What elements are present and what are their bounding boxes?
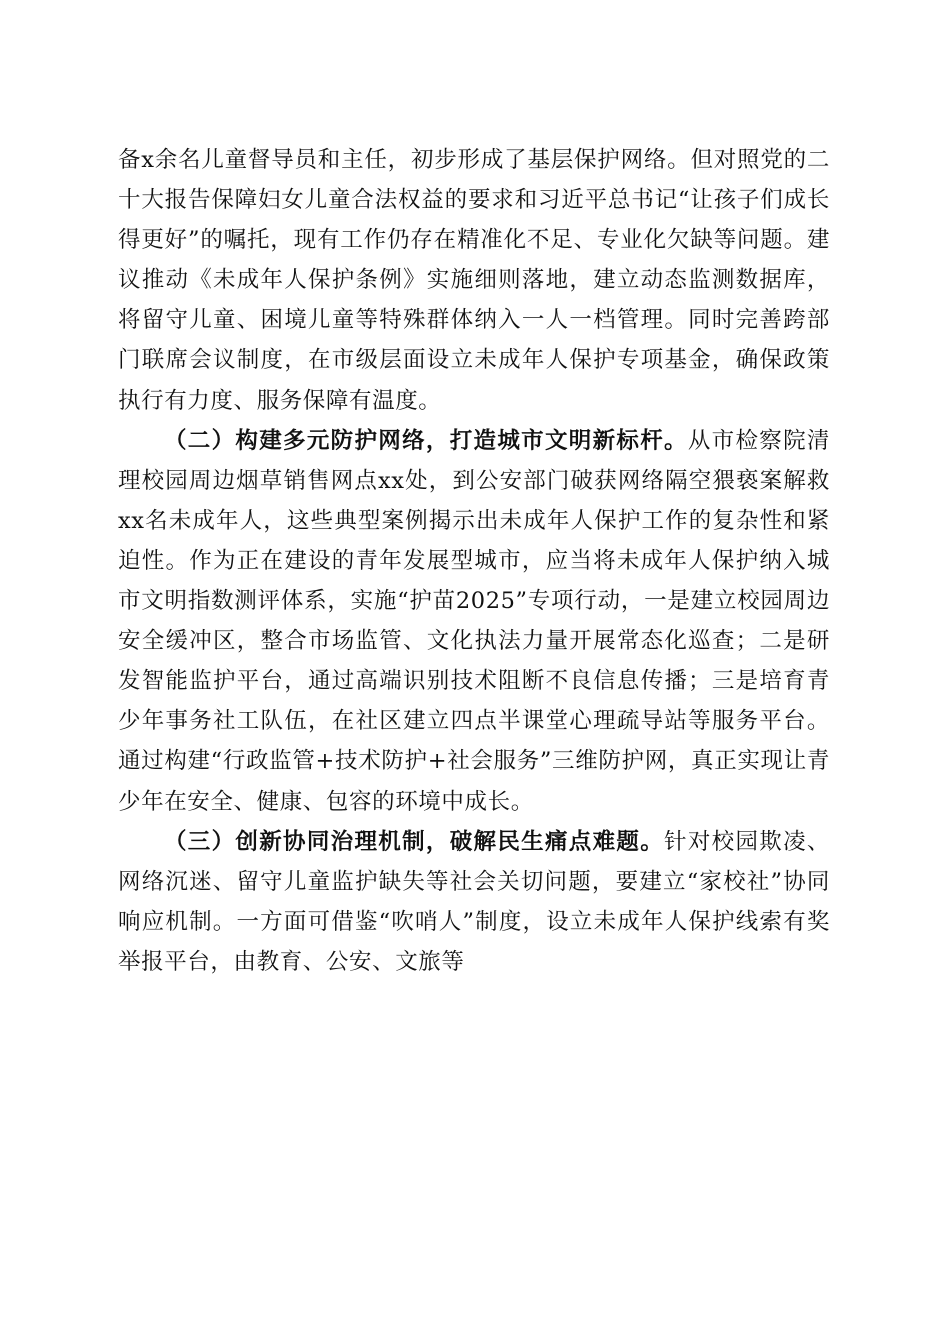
section-heading: （三）创新协同治理机制，破解民生痛点难题。 [164,828,665,855]
paragraph-text: 针对校园欺凌、网络沉迷、留守儿童监护缺失等社会关切问题，要建立“家校社”协同响应机制。一方面可借鉴“吹哨人”制度，设立未成年人保护线索有奖举报平台，由教育、公安、文旅等 [118,828,830,975]
paragraph-text: 备x余名儿童督导员和主任，初步形成了基层保护网络。但对照党的二十大报告保障妇女儿童合法权益的要求和习近平总书记“让孩子们成长得更好”的嘱托，现有工作仍存在精准化不足、专业化欠缺等问题。建议推动《未成年人保护条例》实施细则落地，建立动态监测数据库，将留守儿童、困境儿童等特殊群体纳入一人一档管理。同时完善跨部门联席会议制度，在市级层面设立未成年人保护专项基金，确保政策执行有力度、服务保障有温度。 [118,147,830,414]
paragraph-continued [118,140,830,421]
document-body [118,140,830,982]
paragraph-section-2 [118,421,830,822]
paragraph-text: 从市检察院清理校园周边烟草销售网点xx处，到公安部门破获网络隔空猥亵案解救xx名未成年人，这些典型案例揭示出未成年人保护工作的复杂性和紧迫性。作为正在建设的青年发展型城市，应当将未成年人保护纳入城市文明指数测评体系，实施“护苗2025”专项行动，一是建立校园周边安全缓冲区，整合市场监管、文化执法力量开展常态化巡查；二是研发智能监护平台，通过高端识别技术阻断不良信息传播；三是培育青少年事务社工队伍，在社区建立四点半课堂心理疏导站等服务平台。通过构建“行政监管+技术防护+社会服务”三维防护网，真正实现让青少年在安全、健康、包容的环境中成长。 [118,427,830,815]
paragraph-section-3 [118,822,830,982]
section-heading: （二）构建多元防护网络，打造城市文明新标杆。 [164,427,688,454]
